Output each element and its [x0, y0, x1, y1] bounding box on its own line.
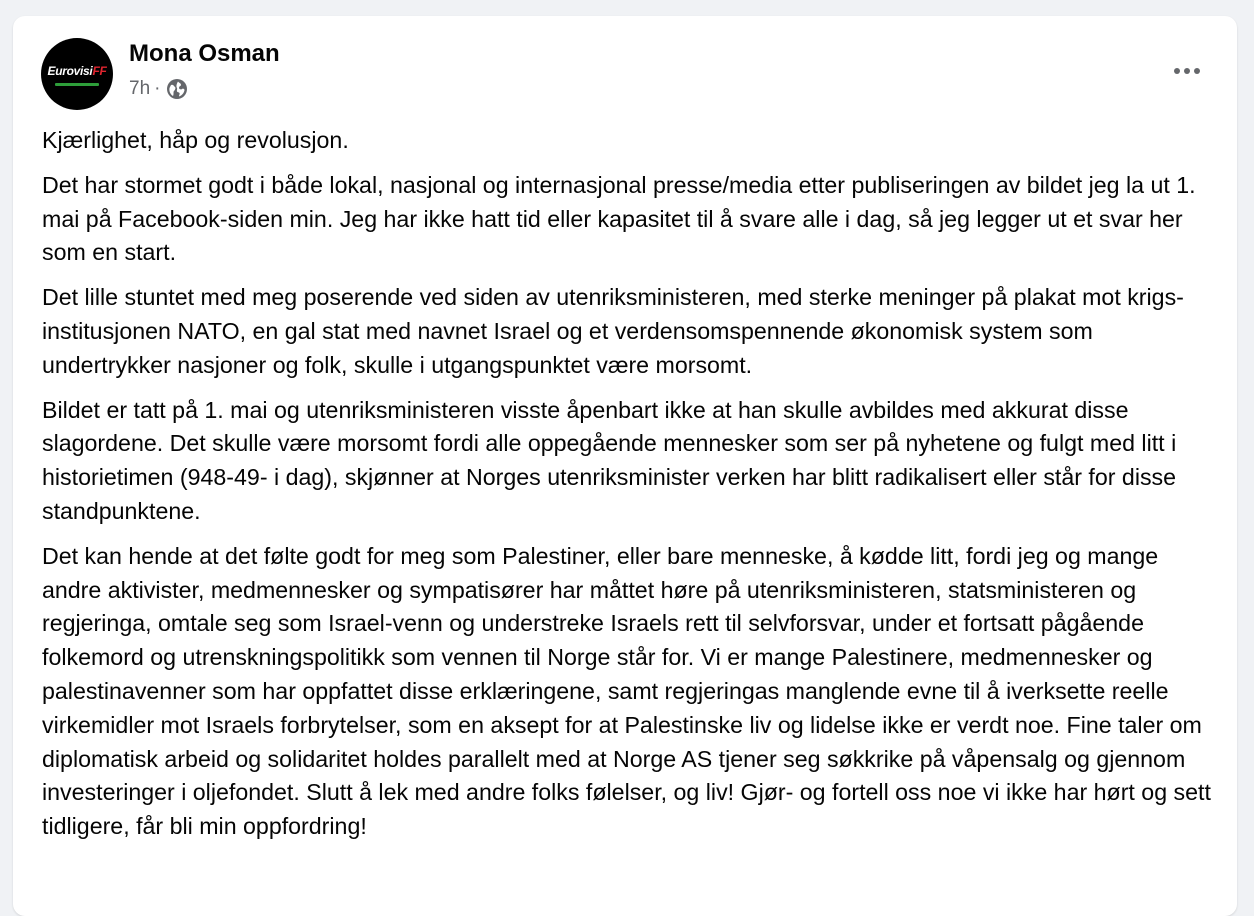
more-options-button[interactable]	[1165, 54, 1209, 88]
avatar[interactable]	[41, 38, 113, 110]
post-card	[13, 16, 1237, 916]
globe-icon[interactable]	[166, 78, 188, 100]
meta-separator: ·	[154, 78, 161, 99]
avatar-logo-bar	[55, 83, 99, 86]
post-paragraph: Det har stormet godt i både lokal, nasjonal og internasjonal presse/media etter publiseringen av bildet jeg la ut 1. mai på Facebook-siden min. Jeg har ikke hatt tid eller kapasitet til å svare alle i dag, så jeg legger ut et svar her som en start.	[42, 171, 1196, 266]
post-paragraph: Bildet er tatt på 1. mai og utenriksministeren visste åpenbart ikke at han skulle avbildes med akkurat disse slagordene. Det skulle være morsomt fordi alle oppegående mennesker som ser på nyhetene og fulgt med litt i historietimen (948-49- i dag), skjønner at Norges utenriksminister verken har blitt radikalisert eller står for disse standpunktene.	[42, 396, 1177, 524]
post-header	[13, 16, 1237, 126]
avatar-logo: EurovisiFF	[47, 64, 107, 78]
post-meta	[129, 78, 188, 100]
more-options-icon	[1174, 68, 1200, 74]
post-time[interactable]: 7h	[129, 78, 151, 99]
post-paragraph: Kjærlighet, håp og revolusjon.	[42, 127, 349, 153]
post-paragraph: Det kan hende at det følte godt for meg som Palestiner, eller bare menneske, å kødde litt, fordi jeg og mange andre aktivister, medmennesker og sympatisører har måttet høre på utenriksministeren, statsministeren og regjeringa, omtale seg som Israel-venn og understreke Israels rett til selvforsvar, under et fortsatt pågående folkemord og utrenskningspolitikk som vennen til Norge står for. Vi er mange Palestinere, medmennesker og palestinavenner som har oppfattet disse erklæringene, samt regjeringas manglende evne til å iverksette reelle virkemidler mot Israels forbrytelser, som en aksept for at Palestinske liv og lidelse ikke er verdt noe. Fine taler om diplomatisk arbeid og solidaritet holdes parallelt med at Norge AS tjener seg søkkrike på våpensalg og gjennom investeringer i oljefondet. Slutt å lek med andre folks følelser, og liv! Gjør- og fortell oss noe vi ikke har hørt og sett tidligere, får bli min oppfordring!	[42, 542, 1211, 840]
author-name[interactable]: Mona Osman	[129, 40, 280, 67]
post-body	[42, 124, 1214, 855]
post-paragraph: Det lille stuntet med meg poserende ved siden av utenriksministeren, med sterke meninger på plakat mot krigs-institusjonen NATO, en gal stat med navnet Israel og et verdensomspennende økonomisk system som undertrykker nasjoner og folk, skulle i utgangspunktet være morsomt.	[42, 284, 1184, 378]
